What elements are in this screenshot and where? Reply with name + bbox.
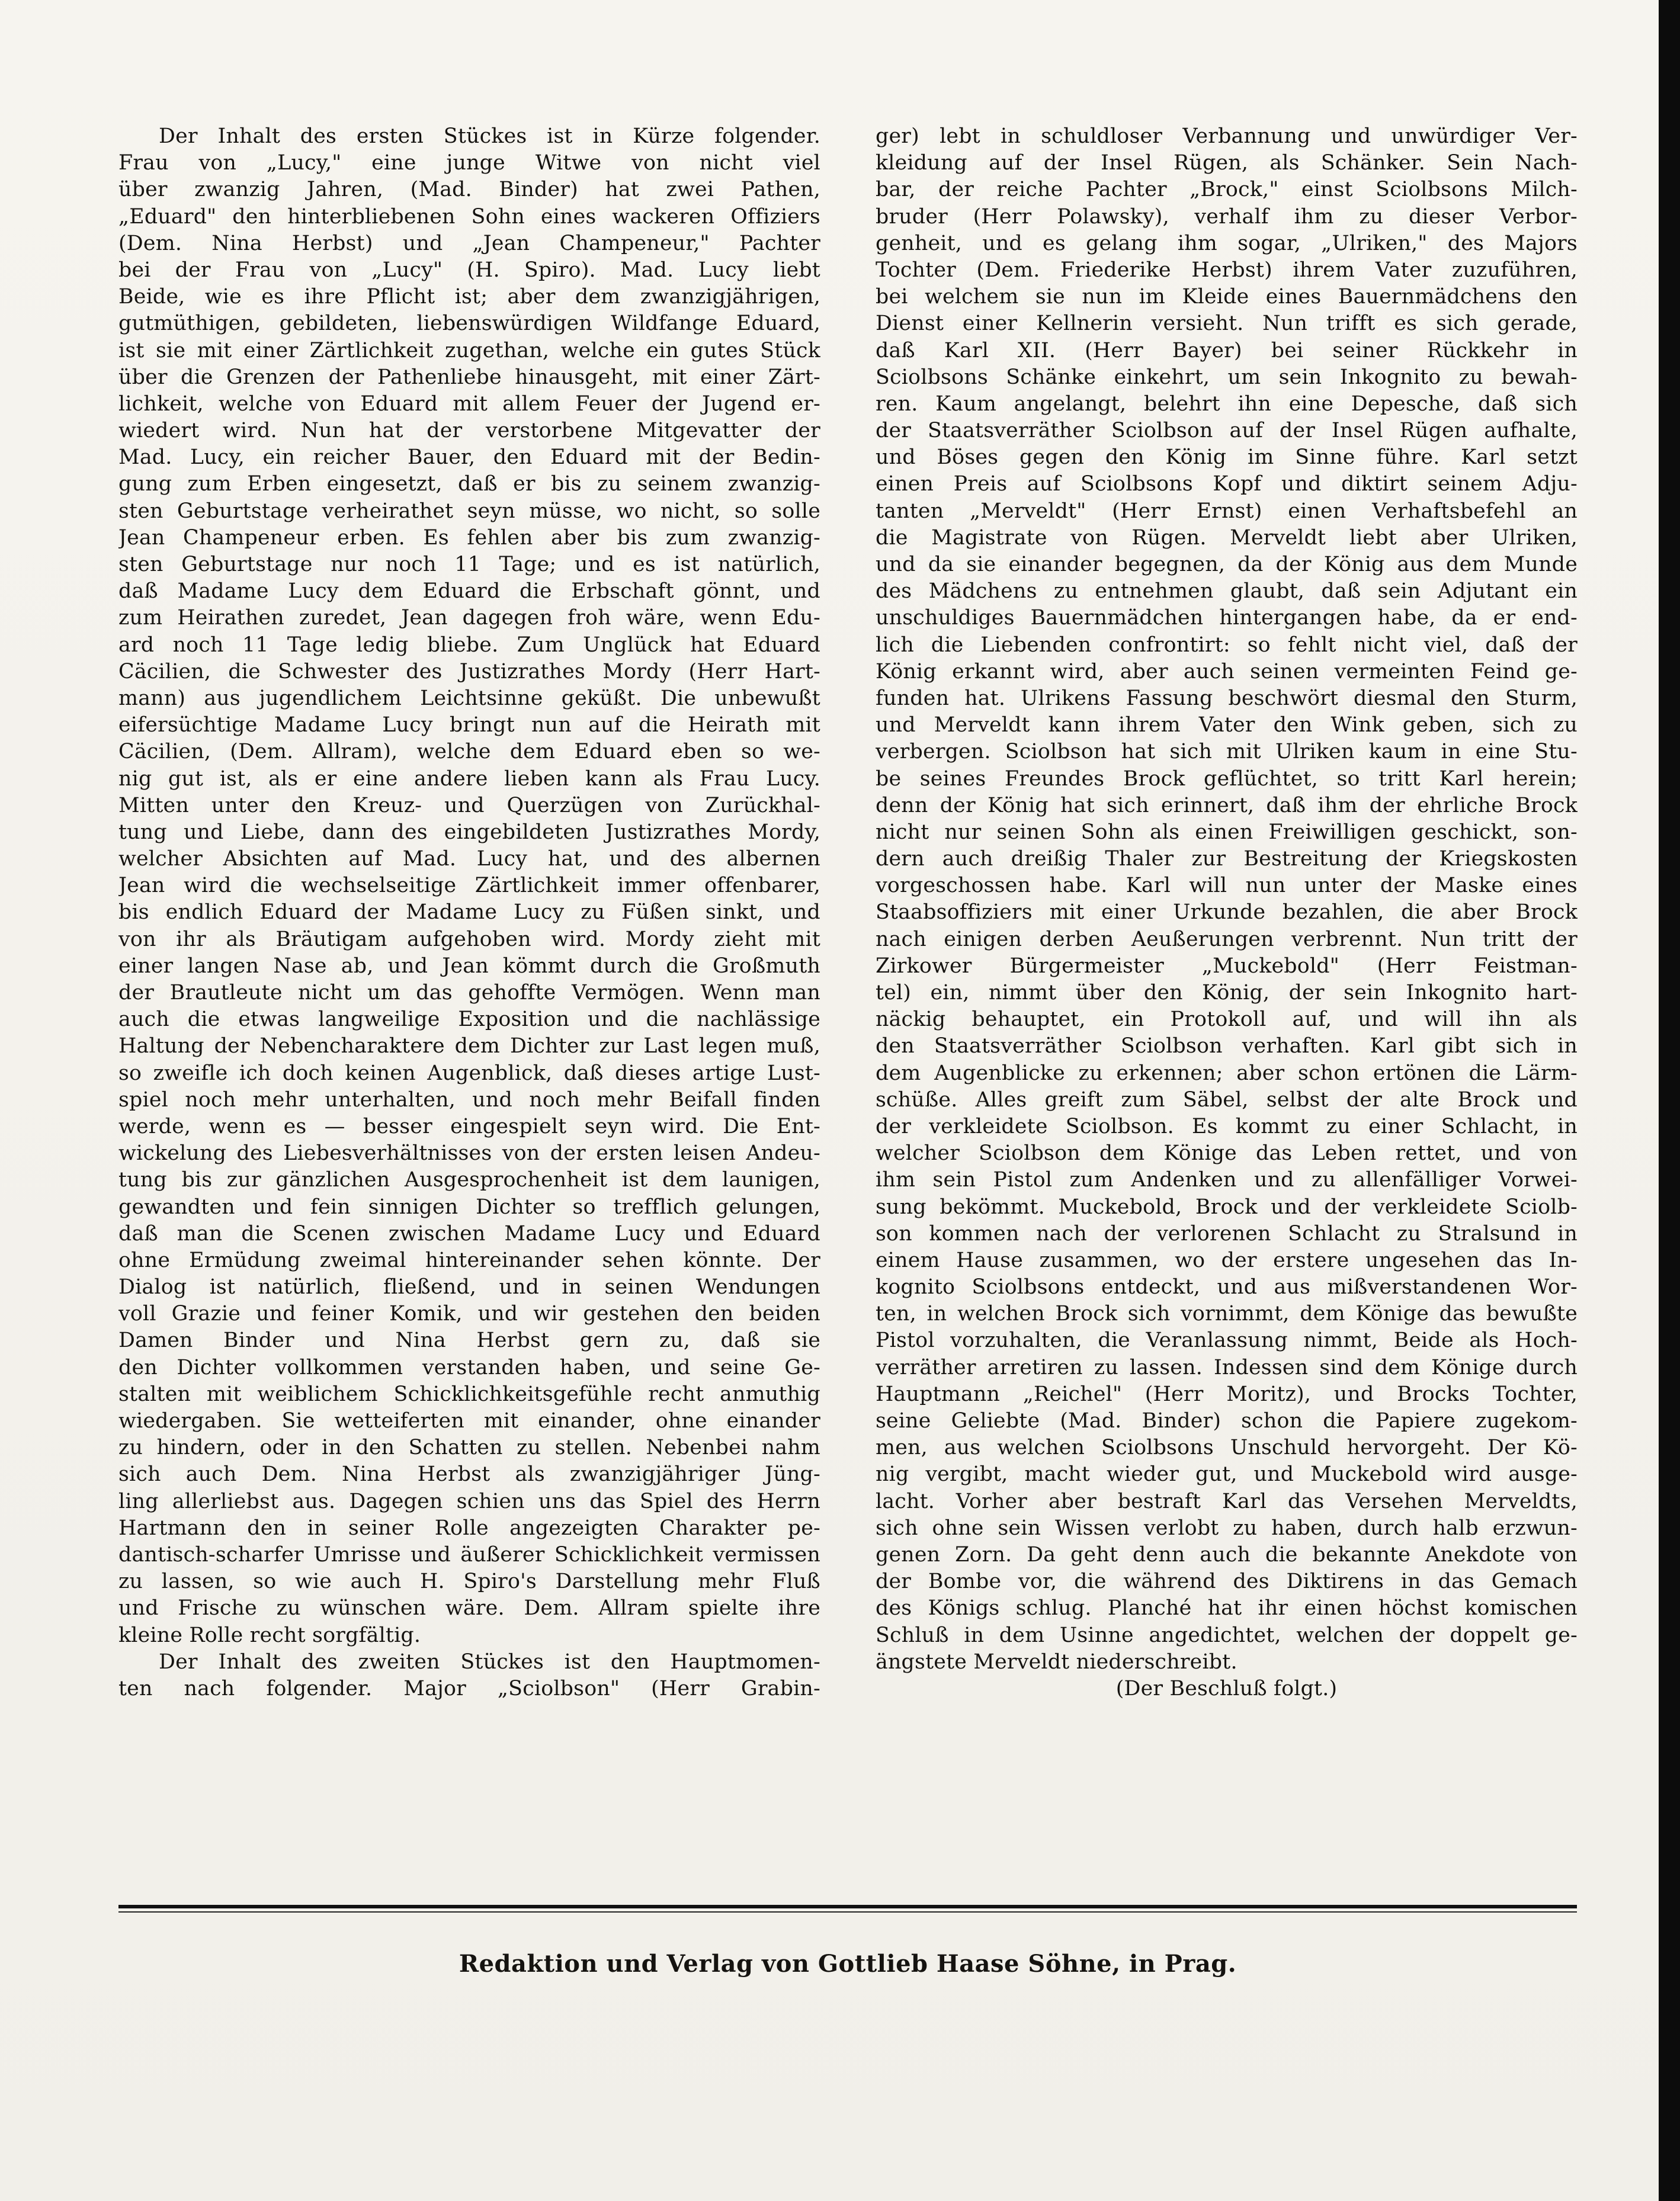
text-line: tung und Liebe, dann des eingebildeten Justizrathes Mordy, <box>118 820 820 844</box>
text-line: einen Preis auf Sciolbsons Kopf und diktirt seinem Adju- <box>876 472 1578 496</box>
text-line: zum Heirathen zuredet, Jean dagegen froh wäre, wenn Edu- <box>118 606 820 630</box>
text-line: spiel noch mehr unterhalten, und noch mehr Beifall finden <box>118 1087 820 1112</box>
text-line: Der Inhalt des ersten Stückes ist in Kürze folgender. <box>159 124 820 148</box>
text-line: Zirkower Bürgermeister „Muckebold" (Herr Feistman- <box>876 954 1578 978</box>
text-line: daß Karl XII. (Herr Bayer) bei seiner Rückkehr in <box>876 338 1578 362</box>
text-line: die Magistrate von Rügen. Merveldt liebt aber Ulriken, <box>876 525 1578 550</box>
text-line: näckig behauptet, ein Protokoll auf, und will ihn als <box>876 1008 1578 1032</box>
text-line: Dienst einer Kellnerin versieht. Nun trifft es sich gerade, <box>876 312 1578 336</box>
text-line: gutmüthigen, gebildeten, liebenswürdigen Wildfange Eduard, <box>118 312 820 336</box>
text-line: voll Grazie und feiner Komik, und wir gestehen den beiden <box>118 1302 820 1326</box>
text-line: lacht. Vorher aber bestraft Karl das Versehen Merveldts, <box>876 1489 1578 1513</box>
text-line: bei welchem sie nun im Kleide eines Bauernmädchens den <box>876 285 1578 309</box>
text-line: wickelung des Liebesverhältnisses von der ersten leisen Andeu- <box>118 1141 820 1166</box>
text-line: ling allerliebst aus. Dagegen schien uns das Spiel des Herrn <box>118 1489 820 1513</box>
text-line: schüße. Alles greift zum Säbel, selbst der alte Brock und <box>876 1087 1578 1112</box>
left-text-column <box>118 123 820 1702</box>
text-line: ard noch 11 Tage ledig bliebe. Zum Unglück hat Eduard <box>118 633 820 657</box>
text-line: der Staatsverräther Sciolbson auf der Insel Rügen aufhalte, <box>876 419 1578 443</box>
text-line: und da sie einander begegnen, da der König aus dem Munde <box>876 553 1578 576</box>
text-line: sten Geburtstage nur noch 11 Tage; und es ist natürlich, <box>118 553 820 576</box>
text-line: Jean Champeneur erben. Es fehlen aber bis zum zwanzig- <box>118 525 820 550</box>
publisher-imprint: Redaktion und Verlag von Gottlieb Haase Söhne, in Prag. <box>459 1950 1237 1978</box>
text-line: Pistol vorzuhalten, die Veranlassung nimmt, Beide als Hoch- <box>876 1329 1578 1353</box>
text-line: welcher Sciolbson dem Könige das Leben rettet, und von <box>876 1141 1578 1166</box>
text-line: Cäcilien, (Dem. Allram), welche dem Eduard eben so we- <box>118 740 820 764</box>
text-line: verräther arretiren zu lassen. Indessen sind dem Könige durch <box>876 1355 1578 1379</box>
text-line: kognito Sciolbsons entdeckt, und aus mißverstandenen Wor- <box>876 1275 1578 1300</box>
text-line: ohne Ermüdung zweimal hintereinander sehen könnte. Der <box>118 1248 820 1272</box>
text-line: Der Inhalt des zweiten Stückes ist den Hauptmomen- <box>159 1650 820 1674</box>
text-line: den Dichter vollkommen verstanden haben, und seine Ge- <box>118 1355 820 1379</box>
text-line: Staabsoffiziers mit einer Urkunde bezahlen, die aber Brock <box>876 900 1578 925</box>
text-line: und Merveldt kann ihrem Vater den Wink geben, sich zu <box>876 713 1578 737</box>
text-line: dantisch-scharfer Umrisse und äußerer Schicklichkeit vermissen <box>118 1542 820 1567</box>
text-line: vorgeschossen habe. Karl will nun unter der Maske eines <box>876 874 1578 898</box>
text-line: und Böses gegen den König im Sinne führe. Karl setzt <box>876 445 1578 470</box>
text-line: Sciolbsons Schänke einkehrt, um sein Inkognito zu bewah- <box>876 365 1578 389</box>
text-line: wiedert wird. Nun hat der verstorbene Mitgevatter der <box>118 419 820 443</box>
text-line: nach einigen derben Aeußerungen verbrennt. Nun tritt der <box>876 927 1578 951</box>
text-line: zu lassen, so wie auch H. Spiro's Darstellung mehr Fluß <box>118 1570 820 1594</box>
text-line: über zwanzig Jahren, (Mad. Binder) hat zwei Pathen, <box>118 178 820 202</box>
text-line: Tochter (Dem. Friederike Herbst) ihrem Vater zuzuführen, <box>876 258 1578 282</box>
text-line: zu hindern, oder in den Schatten zu stellen. Nebenbei nahm <box>118 1436 820 1460</box>
text-line: Mitten unter den Kreuz- und Querzügen von Zurückhal- <box>118 793 820 817</box>
scan-edge-shadow <box>1659 0 1680 2201</box>
text-line: ten, in welchen Brock sich vornimmt, dem Könige das bewußte <box>876 1302 1578 1326</box>
right-text-column <box>876 123 1578 1702</box>
text-line: tel) ein, nimmt über den König, der sein Inkognito hart- <box>876 981 1578 1005</box>
text-line: Schluß in dem Usinne angedichtet, welchen der doppelt ge- <box>876 1623 1578 1647</box>
footer-rule <box>118 1905 1577 1908</box>
text-line: bar, der reiche Pachter „Brock," einst Sciolbsons Milch- <box>876 178 1578 202</box>
text-line: ten nach folgender. Major „Sciolbson" (Herr Grabin- <box>118 1676 820 1701</box>
text-line: mann) aus jugendlichem Leichtsinne geküßt. Die unbewußt <box>118 686 820 710</box>
text-line: Jean wird die wechselseitige Zärtlichkeit immer offenbarer, <box>118 874 820 898</box>
text-line: sich ohne sein Wissen verlobt zu haben, durch halb erzwun- <box>876 1516 1578 1540</box>
text-line: kleidung auf der Insel Rügen, als Schänker. Sein Nach- <box>876 151 1578 175</box>
text-line: einer langen Nase ab, und Jean kömmt durch die Großmuth <box>118 954 820 978</box>
text-line: ger) lebt in schuldloser Verbannung und unwürdiger Ver- <box>876 124 1578 148</box>
text-line: seine Geliebte (Mad. Binder) schon die Papiere zugekom- <box>876 1409 1578 1433</box>
text-line: Frau von „Lucy," eine junge Witwe von nicht viel <box>118 151 820 175</box>
text-line: (Der Beschluß folgt.) <box>1115 1676 1338 1701</box>
text-line: Mad. Lucy, ein reicher Bauer, den Eduard mit der Bedin- <box>118 445 820 470</box>
text-line: unschuldiges Bauernmädchen hintergangen habe, da er end- <box>876 606 1578 630</box>
text-line: (Dem. Nina Herbst) und „Jean Champeneur," Pachter <box>118 231 820 255</box>
text-line: Dialog ist natürlich, fließend, und in seinen Wendungen <box>118 1275 820 1300</box>
text-line: bruder (Herr Polawsky), verhalf ihm zu dieser Verbor- <box>876 204 1578 229</box>
text-line: lich die Liebenden confrontirt: so fehlt nicht viel, daß der <box>876 633 1578 657</box>
text-line: dem Augenblicke zu erkennen; aber schon ertönen die Lärm- <box>876 1061 1578 1085</box>
text-line: Damen Binder und Nina Herbst gern zu, daß sie <box>118 1329 820 1353</box>
text-line: Hartmann den in seiner Rolle angezeigten Charakter pe- <box>118 1516 820 1540</box>
text-line: „Eduard" den hinterbliebenen Sohn eines wackeren Offiziers <box>118 204 820 229</box>
text-line: ren. Kaum angelangt, belehrt ihn eine Depesche, daß sich <box>876 392 1578 416</box>
text-line: gewandten und fein sinnigen Dichter so trefflich gelungen, <box>118 1195 820 1219</box>
text-line: lichkeit, welche von Eduard mit allem Feuer der Jugend er- <box>118 392 820 416</box>
text-line: tanten „Merveldt" (Herr Ernst) einen Verhaftsbefehl an <box>876 499 1578 523</box>
text-line: der verkleidete Sciolbson. Es kommt zu einer Schlacht, in <box>876 1114 1578 1138</box>
text-line: des Mädchens zu entnehmen glaubt, daß sein Adjutant ein <box>876 579 1578 604</box>
text-line: bis endlich Eduard der Madame Lucy zu Füßen sinkt, und <box>118 900 820 925</box>
text-line: auch die etwas langweilige Exposition und die nachlässige <box>118 1008 820 1032</box>
text-line: stalten mit weiblichem Schicklichkeitsgefühle recht anmuthig <box>118 1382 820 1406</box>
text-line: nig vergibt, macht wieder gut, und Muckebold wird ausge- <box>876 1462 1578 1487</box>
text-line: so zweifle ich doch keinen Augenblick, daß dieses artige Lust- <box>118 1061 820 1085</box>
text-line: genheit, und es gelang ihm sogar, „Ulriken," des Majors <box>876 231 1578 255</box>
text-line: men, aus welchen Sciolbsons Unschuld hervorgeht. Der Kö- <box>876 1436 1578 1460</box>
text-line: bei der Frau von „Lucy" (H. Spiro). Mad. Lucy liebt <box>118 258 820 282</box>
text-line: nicht nur seinen Sohn als einen Freiwilligen geschickt, son- <box>876 820 1578 844</box>
text-line: König erkannt wird, aber auch seinen vermeinten Feind ge- <box>876 659 1578 684</box>
text-line: Cäcilien, die Schwester des Justizrathes Mordy (Herr Hart- <box>118 659 820 684</box>
text-line: tung bis zur gänzlichen Ausgesprochenheit ist dem launigen, <box>118 1168 820 1192</box>
text-line: und Frische zu wünschen wäre. Dem. Allram spielte ihre <box>118 1596 820 1621</box>
footer-rule-thin <box>118 1911 1577 1913</box>
text-line: daß Madame Lucy dem Eduard die Erbschaft gönnt, und <box>118 579 820 604</box>
text-line: Hauptmann „Reichel" (Herr Moritz), und Brocks Tochter, <box>876 1382 1578 1406</box>
text-line: daß man die Scenen zwischen Madame Lucy und Eduard <box>118 1221 820 1246</box>
text-line: ängstete Merveldt niederschreibt. <box>876 1650 1237 1674</box>
text-line: sich auch Dem. Nina Herbst als zwanzigjähriger Jüng- <box>118 1462 820 1487</box>
text-line: dern auch dreißig Thaler zur Bestreitung der Kriegskosten <box>876 847 1578 871</box>
text-line: genen Zorn. Da geht denn auch die bekannte Anekdote von <box>876 1542 1578 1567</box>
text-line: der Bombe vor, die während des Diktirens in das Gemach <box>876 1570 1578 1594</box>
text-line: von ihr als Bräutigam aufgehoben wird. Mordy zieht mit <box>118 927 820 951</box>
text-line: den Staatsverräther Sciolbson verhaften. Karl gibt sich in <box>876 1034 1578 1058</box>
text-line: wiedergaben. Sie wetteiferten mit einander, ohne einander <box>118 1409 820 1433</box>
text-line: der Brautleute nicht um das gehoffte Vermögen. Wenn man <box>118 981 820 1005</box>
text-line: des Königs schlug. Planché hat ihr einen höchst komischen <box>876 1596 1578 1621</box>
text-line: funden hat. Ulrikens Fassung beschwört diesmal den Sturm, <box>876 686 1578 710</box>
text-line: ihm sein Pistol zum Andenken und zu allenfälliger Vorwei- <box>876 1168 1578 1192</box>
text-line: nig gut ist, als er eine andere lieben kann als Frau Lucy. <box>118 766 820 791</box>
text-line: verbergen. Sciolbson hat sich mit Ulriken kaum in eine Stu- <box>876 740 1578 764</box>
text-line: be seines Freundes Brock geflüchtet, so tritt Karl herein; <box>876 766 1578 791</box>
text-line: kleine Rolle recht sorgfältig. <box>118 1623 421 1647</box>
text-line: ist sie mit einer Zärtlichkeit zugethan, welche ein gutes Stück <box>118 338 820 362</box>
text-line: son kommen nach der verlorenen Schlacht zu Stralsund in <box>876 1221 1578 1246</box>
text-line: welcher Absichten auf Mad. Lucy hat, und des albernen <box>118 847 820 871</box>
text-line: eifersüchtige Madame Lucy bringt nun auf die Heirath mit <box>118 713 820 737</box>
text-line: sung bekömmt. Muckebold, Brock und der verkleidete Sciolb- <box>876 1195 1578 1219</box>
text-line: einem Hause zusammen, wo der erstere ungesehen das In- <box>876 1248 1578 1272</box>
text-line: gung zum Erben eingesetzt, daß er bis zu seinem zwanzig- <box>118 472 820 496</box>
text-line: denn der König hat sich erinnert, daß ihm der ehrliche Brock <box>876 793 1578 817</box>
text-line: sten Geburtstage verheirathet seyn müsse, wo nicht, so solle <box>118 499 820 523</box>
text-line: über die Grenzen der Pathenliebe hinausgeht, mit einer Zärt- <box>118 365 820 389</box>
text-line: Haltung der Nebencharaktere dem Dichter zur Last legen muß, <box>118 1034 820 1058</box>
text-line: Beide, wie es ihre Pflicht ist; aber dem zwanzigjährigen, <box>118 285 820 309</box>
text-line: werde, wenn es — besser eingespielt seyn wird. Die Ent- <box>118 1114 820 1138</box>
